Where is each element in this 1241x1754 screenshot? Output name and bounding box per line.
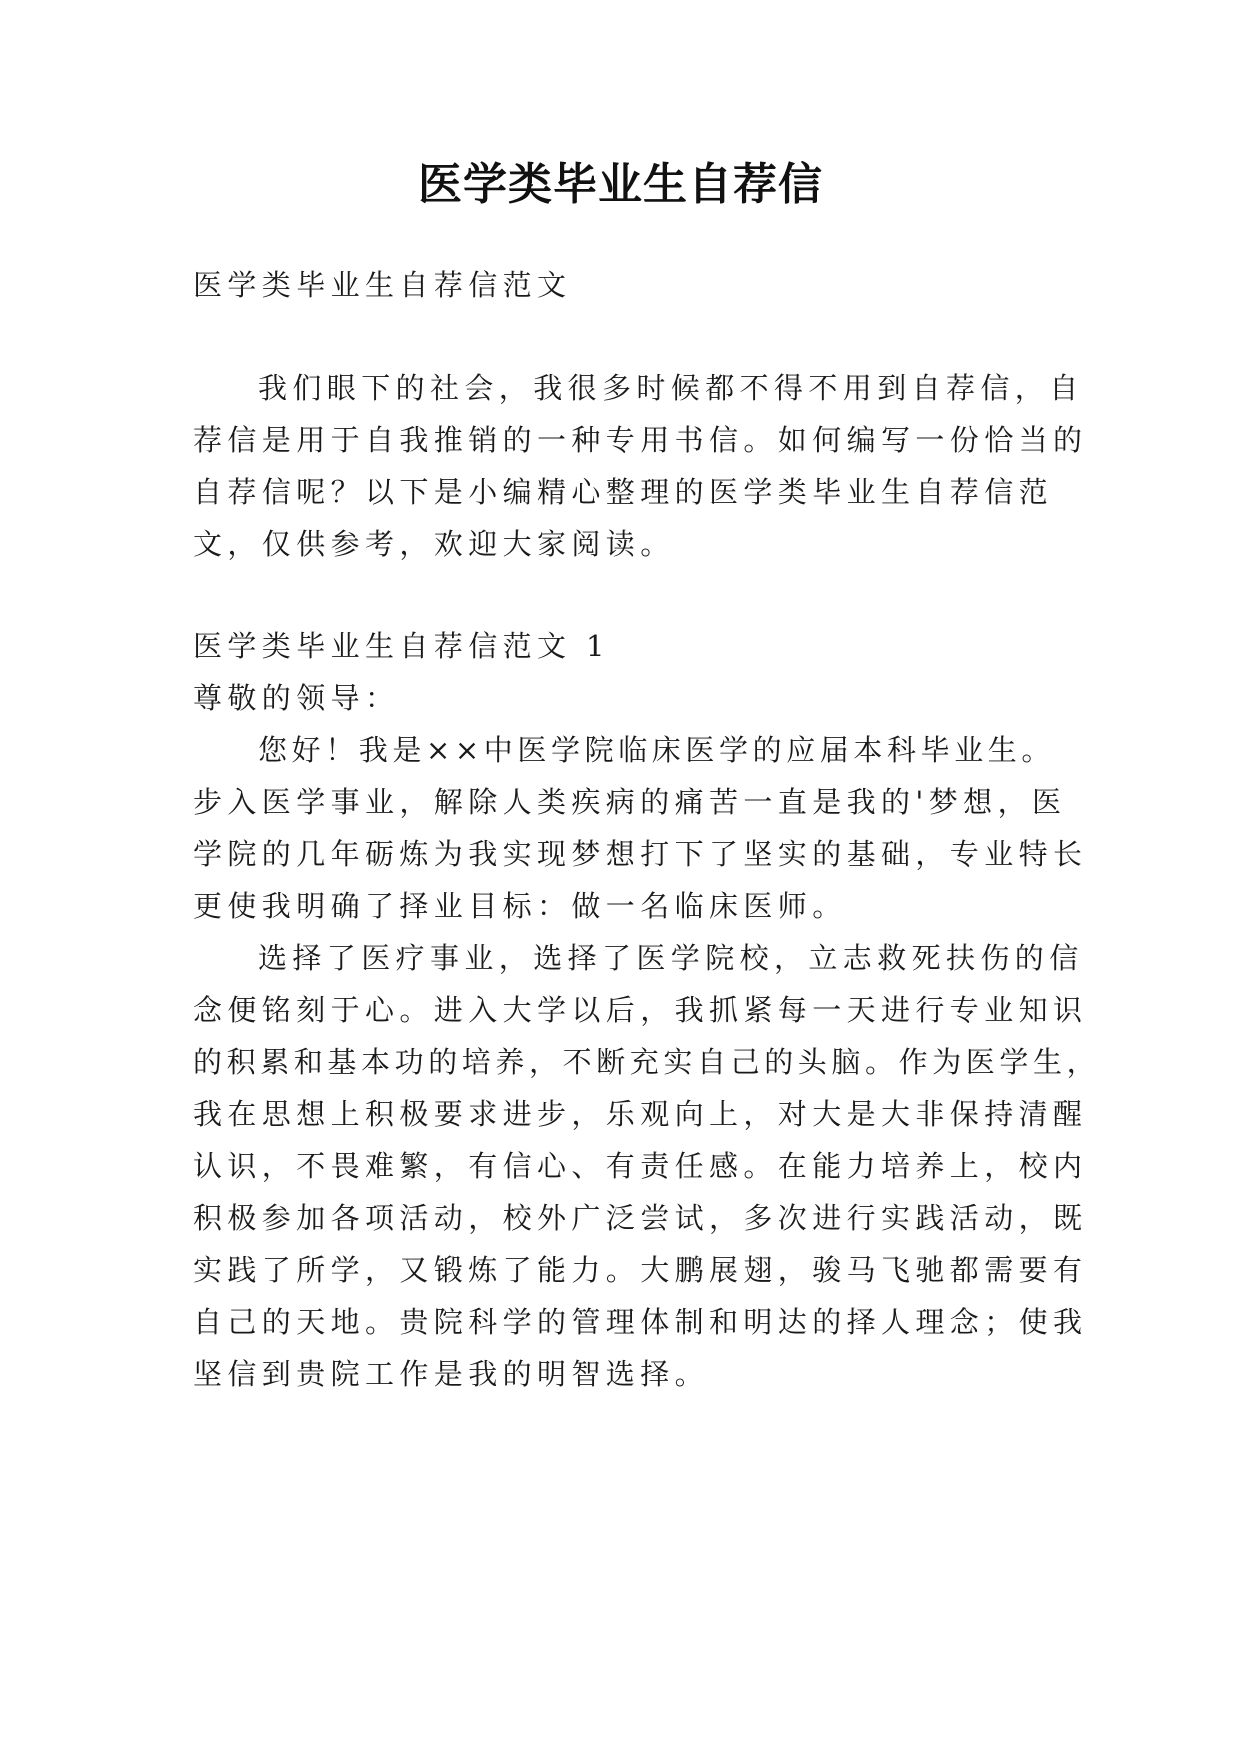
paragraph-line: 实践了所学，又锻炼了能力。大鹏展翅，骏马飞驰都需要有 (193, 1253, 1088, 1287)
paragraph-line: 积极参加各项活动，校外广泛尝试，多次进行实践活动，既 (193, 1201, 1088, 1235)
paragraph-line: 您好！我是××中医学院临床医学的应届本科毕业生。 (258, 733, 1055, 767)
document-title: 医学类毕业生自荐信 (418, 159, 823, 210)
paragraph-line: 学院的几年砺炼为我实现梦想打下了坚实的基础，专业特长 (193, 837, 1088, 871)
paragraph-line: 的积累和基本功的培养，不断充实自己的头脑。作为医学生， (193, 1045, 1101, 1079)
document-subtitle: 医学类毕业生自荐信范文 (193, 268, 572, 302)
intro-line: 我们眼下的社会，我很多时候都不得不用到自荐信，自 (258, 371, 1084, 405)
intro-line: 荐信是用于自我推销的一种专用书信。如何编写一份恰当的 (193, 423, 1088, 457)
paragraph-line: 自己的天地。贵院科学的管理体制和明达的择人理念；使我 (193, 1305, 1088, 1339)
paragraph-line: 步入医学事业，解除人类疾病的痛苦一直是我的'梦想，医 (193, 785, 1067, 819)
paragraph-line: 认识，不畏难繁，有信心、有责任感。在能力培养上，校内 (193, 1149, 1088, 1183)
intro-line: 文，仅供参考，欢迎大家阅读。 (193, 527, 675, 561)
salutation: 尊敬的领导： (193, 681, 400, 715)
paragraph-line: 坚信到贵院工作是我的明智选择。 (193, 1357, 710, 1391)
intro-line: 自荐信呢？以下是小编精心整理的医学类毕业生自荐信范 (193, 475, 1054, 509)
paragraph-line: 选择了医疗事业，选择了医学院校，立志救死扶伤的信 (258, 941, 1084, 975)
paragraph-line: 更使我明确了择业目标：做一名临床医师。 (193, 889, 847, 923)
paragraph-line: 念便铭刻于心。进入大学以后，我抓紧每一天进行专业知识 (193, 993, 1088, 1027)
section-heading: 医学类毕业生自荐信范文 1 (193, 629, 610, 663)
paragraph-line: 我在思想上积极要求进步，乐观向上，对大是大非保持清醒 (193, 1097, 1088, 1131)
